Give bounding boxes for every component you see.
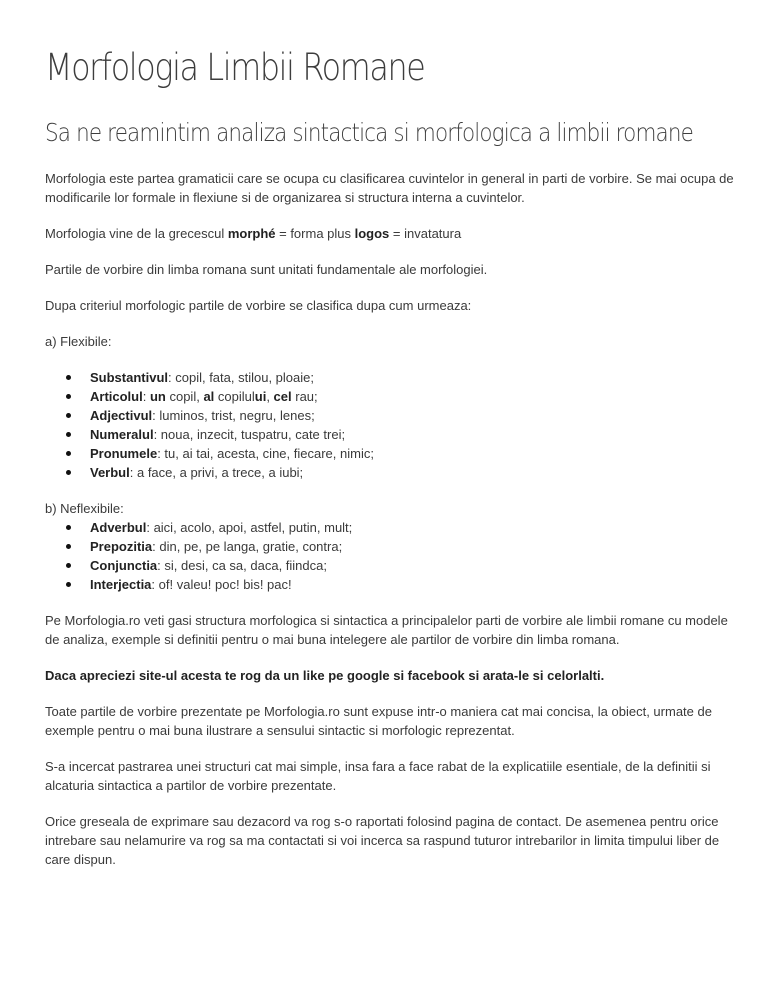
subtitle-part: o (434, 118, 448, 147)
neflexibile-heading: b) Neflexibile: (45, 501, 124, 516)
neflexibile-list (45, 518, 735, 594)
subtitle-part: Sa ne reamintim analiza (45, 118, 293, 147)
list-item-term: Verbul (90, 465, 130, 480)
list-item-term: Prepozitia (90, 539, 153, 554)
page-title: Morfologia Limbii Romane (45, 46, 425, 89)
articol-text: , (266, 389, 274, 404)
list-item-numeralul (90, 425, 735, 444)
articol-text: : (142, 389, 150, 404)
list-item-term: Articolul (90, 389, 143, 404)
subtitle-part: mane (635, 118, 694, 147)
site-paragraph: Pe Morfologia.ro veti gasi structura morfologica si sintactica a principalelor parti de vorbire ale limbii romane cu modele de analiza, exemple si definitii pentru o mai buna intelegere ale partilor de vorbire din limba romana. (45, 613, 728, 647)
like-paragraph: Daca apreciezi site-ul acesta te rog da un like pe google si facebook si arata-le si celorlalti. (45, 668, 605, 683)
concise-paragraph: Toate partile de vorbire prezentate pe Morfologia.ro sunt expuse intr-o maniera cat mai concisa, la obiect, urmate de exemple pentru o mai buna ilustrare a sensului sintactic si morfologic reprezentat. (45, 704, 712, 738)
list-item-examples: : copil, fata, stilou, ploaie; (168, 370, 314, 385)
articol-text: rau; (291, 389, 318, 404)
list-item-term: Pronumele (90, 446, 158, 461)
list-item-conjunctia (90, 556, 735, 575)
list-item-interjectia (90, 575, 735, 594)
articol-text: copil, (165, 389, 204, 404)
etymology-mid: = forma plus (275, 226, 355, 241)
contact-paragraph: Orice greseala de exprimare sau dezacord va rog s-o raportati folosind pagina de contact. De asemenea pentru orice intrebare sau nelamurire va rog sa ma contactati si voi incerca sa raspund tuturor intrebarilor in limita timpului liber de care dispun. (45, 814, 720, 867)
etymology-prefix: Morfologia vine de la grecescul (45, 226, 228, 241)
subtitle-part: o (623, 118, 636, 147)
flexibile-list (45, 368, 735, 482)
list-item-adverbul (90, 518, 735, 537)
subtitle-part: intactica (302, 118, 394, 147)
list-item-term: Adjectivul (90, 408, 153, 423)
list-item-examples: : din, pe, pe langa, gratie, contra; (152, 539, 343, 554)
list-item-term: Conjunctia (90, 558, 158, 573)
list-item-substantivul (90, 368, 735, 387)
subtitle-part: s (393, 118, 404, 147)
flexibile-heading: a) Flexibile: (45, 334, 112, 349)
etymology-term-morphe: morphé (227, 226, 276, 241)
articol-text: copilul (214, 389, 255, 404)
list-item-term: Numeralul (90, 427, 154, 442)
simple-paragraph: S-a incercat pastrarea unei structuri cat mai simple, insa fara a face rabat de la explicatiile esentiale, de la definitii si alcaturia sintactica a partilor de vorbire prezentate. (45, 759, 711, 793)
subtitle-part: s (292, 118, 303, 147)
etymology-paragraph (45, 224, 735, 243)
list-item-prepozitia (90, 537, 735, 556)
list-item-pronumele (90, 444, 735, 463)
list-item-term: Interjectia (90, 577, 152, 592)
etymology-term-logos: logos (354, 226, 390, 241)
list-item-examples: : of! valeu! poc! bis! pac! (151, 577, 292, 592)
subtitle-part: rf (447, 118, 462, 147)
page-subtitle (45, 118, 693, 147)
subtitle-part: gica a limbii r (491, 118, 624, 147)
list-item-examples: : a face, a privi, a trece, a iubi; (129, 465, 304, 480)
list-item-verbul (90, 463, 735, 482)
articol-bold: ui (254, 389, 267, 404)
intro-paragraph: Morfologia este partea gramaticii care se ocupa cu clasificarea cuvintelor in general in parti de vorbire. Se mai ocupa de modificarile lor formale in flexiune si de organizarea si structura interna a cuvintelor. (45, 171, 734, 205)
criteria-paragraph: Dupa criteriul morfologic partile de vorbire se clasifica dupa cum urmeaza: (45, 298, 472, 313)
units-paragraph: Partile de vorbire din limba romana sunt unitati fundamentale ale morfologiei. (45, 262, 488, 277)
article-body (45, 169, 735, 886)
list-item-examples: : aici, acolo, apoi, astfel, putin, mult; (146, 520, 353, 535)
articol-bold: un (149, 389, 166, 404)
list-item-examples: : luminos, trist, negru, lenes; (152, 408, 315, 423)
articol-bold: al (203, 389, 215, 404)
list-item-examples: : tu, ai tai, acesta, cine, fiecare, nimic; (157, 446, 374, 461)
list-item-term: Adverbul (90, 520, 147, 535)
list-item-articolul (90, 387, 735, 406)
list-item-adjectivul (90, 406, 735, 425)
list-item-examples: : noua, inzecit, tuspatru, cate trei; (153, 427, 346, 442)
etymology-suffix: = invatatura (389, 226, 462, 241)
list-item-examples: : si, desi, ca sa, daca, fiindca; (157, 558, 327, 573)
articol-bold: cel (273, 389, 292, 404)
subtitle-part: i m (403, 118, 435, 147)
subtitle-part: olo (461, 118, 492, 147)
list-item-term: Substantivul (90, 370, 169, 385)
